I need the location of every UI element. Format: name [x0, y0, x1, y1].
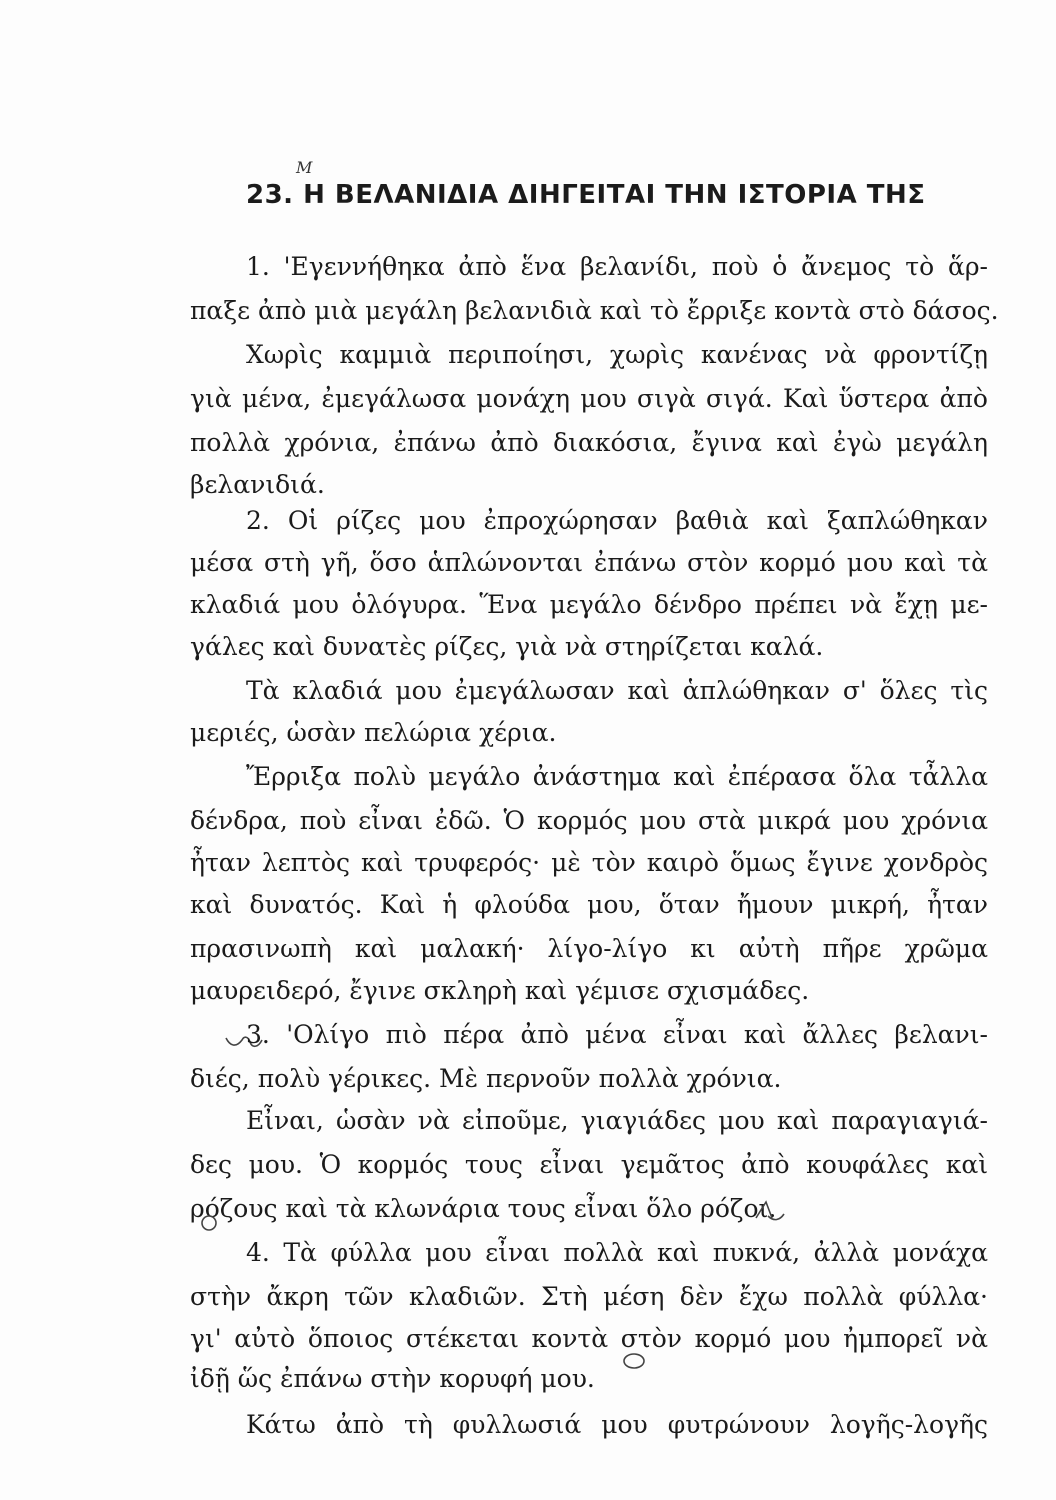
text-line: μαυρειδερό, ἔγινε σκληρὴ καὶ γέμισε σχισμάδες. [190, 976, 810, 1005]
text-line: 1. 'Εγεννήθηκα ἀπὸ ἕνα βελανίδι, ποὺ ὁ ἄνεμος τὸ ἅρ- [246, 252, 988, 281]
text-line: ἦταν λεπτὸς καὶ τρυφερός· μὲ τὸν καιρὸ ὅμως ἔγινε χονδρὸς [190, 848, 988, 877]
text-line: δένδρα, ποὺ εἶναι ἐδῶ. Ὁ κορμός μου στὰ μικρά μου χρόνια [190, 806, 988, 835]
text-line: παξε ἀπὸ μιὰ μεγάλη βελανιδιὰ καὶ τὸ ἔρριξε κοντὰ στὸ δάσος. [190, 296, 999, 325]
text-line: ρόζους καὶ τὰ κλωνάρια τους εἶναι ὅλο ρόζοι. [190, 1194, 777, 1223]
handwritten-circle-icon [620, 1350, 648, 1372]
text-line: γιὰ μένα, ἐμεγάλωσα μονάχη μου σιγὰ σιγά. Καὶ ὕστερα ἀπὸ [190, 384, 988, 413]
text-line: κλαδιά μου ὁλόγυρα. Ἕνα μεγάλο δένδρο πρέπει νὰ ἔχῃ με- [190, 590, 988, 619]
text-line: πολλὰ χρόνια, ἐπάνω ἀπὸ διακόσια, ἔγινα καὶ ἐγὼ μεγάλη [190, 428, 988, 457]
text-line: 3. 'Ολίγο πιὸ πέρα ἀπὸ μένα εἶναι καὶ ἄλλες βελανι- [246, 1020, 988, 1049]
text-line: 2. Οἱ ρίζες μου ἐπροχώρησαν βαθιὰ καὶ ξαπλώθηκαν [246, 506, 988, 535]
text-line: πρασινωπὴ καὶ μαλακή· λίγο-λίγο κι αὐτὴ πῆρε χρῶμα [190, 934, 988, 963]
page-title: 23. Η ΒΕΛΑΝΙΔΙΑ ΔΙΗΓΕΙΤΑΙ ΤΗΝ ΙΣΤΟΡΙΑ ΤΗΣ [246, 180, 926, 210]
text-line: δες μου. Ὁ κορμός τους εἶναι γεμᾶτος ἀπὸ κουφάλες καὶ [190, 1150, 988, 1179]
text-line: ἰδῇ ὥς ἐπάνω στὴν κορυφή μου. [190, 1364, 595, 1393]
text-line: Κάτω ἀπὸ τὴ φυλλωσιά μου φυτρώνουν λογῆς-λογῆς [246, 1410, 988, 1439]
handwritten-checkmark-icon [752, 1192, 786, 1226]
text-line: 4. Τὰ φύλλα μου εἶναι πολλὰ καὶ πυκνά, ἀλλὰ μονάχα [246, 1238, 988, 1267]
handwritten-circle-icon [198, 1212, 220, 1234]
text-line: στὴν ἄκρη τῶν κλαδιῶν. Στὴ μέση δὲν ἔχω πολλὰ φύλλα· [190, 1282, 988, 1311]
text-line: γι' αὐτὸ ὅποιος στέκεται κοντὰ στὸν κορμό μου ἠμπορεῖ νὰ [190, 1324, 988, 1353]
text-line: Χωρὶς καμμιὰ περιποίησι, χωρὶς κανένας νὰ φροντίζῃ [246, 340, 988, 369]
text-line: μεριές, ὡσὰν πελώρια χέρια. [190, 718, 557, 747]
handwritten-mark: M [296, 158, 313, 177]
text-line: γάλες καὶ δυνατὲς ρίζες, γιὰ νὰ στηρίζεται καλά. [190, 632, 824, 661]
text-line: Τὰ κλαδιά μου ἐμεγάλωσαν καὶ ἁπλώθηκαν σ' ὅλες τὶς [246, 676, 988, 705]
text-line: μέσα στὴ γῆ, ὅσο ἁπλώνονται ἐπάνω στὸν κορμό μου καὶ τὰ [190, 548, 988, 577]
text-line: διές, πολὺ γέρικες. Μὲ περνοῦν πολλὰ χρόνια. [190, 1064, 782, 1093]
text-line: καὶ δυνατός. Καὶ ἡ φλούδα μου, ὅταν ἤμουν μικρή, ἦταν [190, 890, 988, 919]
text-line: Ἔρριξα πολὺ μεγάλο ἀνάστημα καὶ ἐπέρασα ὅλα τἆλλα [246, 762, 988, 791]
text-line: Εἶναι, ὡσὰν νὰ εἰποῦμε, γιαγιάδες μου καὶ παραγιαγιά- [246, 1106, 988, 1135]
text-line: βελανιδιά. [190, 470, 325, 499]
